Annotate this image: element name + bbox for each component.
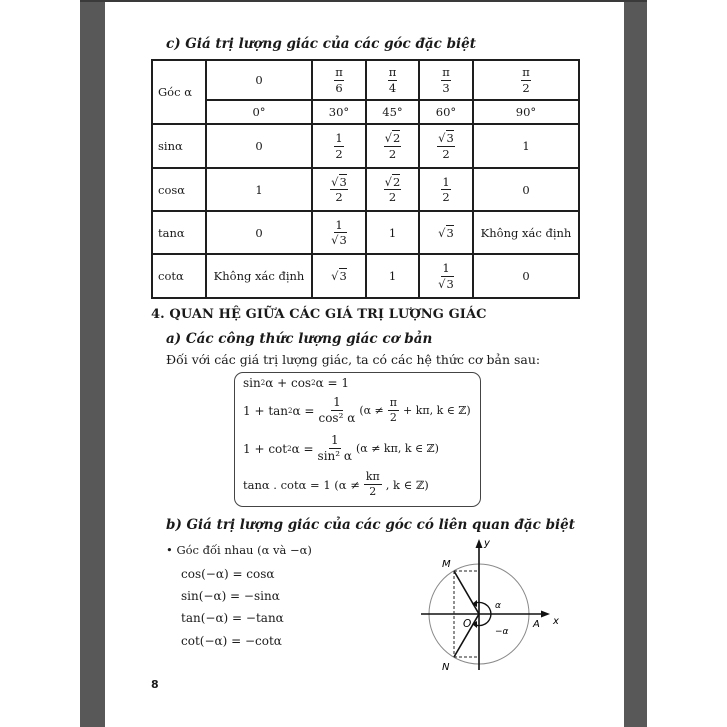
fraction [384,176,402,203]
label-M: M [442,559,451,570]
denominator: 2 [369,485,377,499]
denominator: 2 [522,80,530,95]
denominator: 2 [388,190,397,204]
fraction [441,176,450,203]
formula-text: tanα . cotα = 1 (α ≠ [243,477,360,492]
fraction [384,132,402,159]
numerator: 1 [335,131,343,146]
cell-value: Không xác định [480,225,572,240]
formula-tan-identity [243,396,471,425]
numerator [437,132,455,146]
cell-value: 0 [255,73,263,87]
denominator: 6 [335,80,343,95]
numerator: π [522,65,530,80]
sqrt: √3 [438,131,454,146]
fraction [388,397,399,424]
radicand: 3 [446,276,454,291]
radicand: 3 [446,131,454,146]
subsection-b-title: b) Giá trị lượng giác của các góc có liên quan đặc biệt [166,517,575,533]
cell [366,60,419,100]
exponent: 2 [287,444,292,453]
denominator: 2 [442,190,450,204]
sqrt: √3 [438,276,454,291]
cell [206,60,312,100]
formula-text: sin [243,376,261,390]
formula-cot-identity [243,434,439,463]
cell [312,254,366,298]
cell [312,124,366,168]
intro-text: Đối với các giá trị lượng giác, ta có các hệ thức cơ bản sau: [166,352,541,367]
cell [312,168,366,211]
degree-cell: 0° [206,100,312,124]
fraction [330,176,348,203]
denominator [438,277,454,290]
exponent: 2 [311,379,316,387]
numerator: 1 [329,434,341,449]
bullet-opposite-angles: • Góc đối nhau (α và −α) [166,543,312,557]
cell-value: 1 [255,182,263,197]
cell [206,211,312,254]
special-angles-table [151,59,580,299]
sqrt: √3 [331,174,347,189]
unit-circle-diagram [400,536,610,681]
cell [366,124,419,168]
fraction [438,262,454,289]
fraction [521,66,531,93]
denominator: 2 [442,146,450,161]
denominator [331,233,347,246]
cell [473,168,579,211]
denominator: 2 [389,411,397,425]
segment-OM [454,571,479,614]
numerator: kπ [364,471,382,485]
cell [473,211,579,254]
label-A: A [533,619,540,630]
cell [419,60,473,100]
table-row-sin [152,124,579,168]
label-alpha: α [495,601,501,611]
denominator: 2 [388,146,397,161]
radicand: 3 [339,174,347,189]
cell-value: 1 [522,139,530,153]
sqrt: √3 [331,269,347,283]
cell [473,124,579,168]
cell-value: 0 [522,269,530,283]
viewer-margin-left [80,0,105,727]
x-axis-arrow-icon [541,611,550,618]
condition-text: + kπ, k ∈ ℤ) [403,404,471,418]
radicand: 3 [339,233,347,247]
numerator: π [335,65,343,80]
radicand: 3 [446,225,454,240]
identity-tan: tan(−α) = −tanα [181,611,284,625]
row-label: cosα [152,168,206,211]
denominator: sin² α [317,449,352,464]
identity-cos: cos(−α) = cosα [181,567,275,581]
radians-row [152,60,579,100]
cell [312,60,366,100]
exponent: 2 [288,406,293,415]
degree-cell: 30° [312,100,366,124]
denominator: 3 [442,80,450,95]
cell [206,168,312,211]
label-x: x [553,616,559,627]
formula-text: 1 + tan [243,403,289,418]
row-label: cotα [152,254,206,298]
fraction [437,132,455,159]
cell [206,124,312,168]
cell-value: 0 [255,225,263,240]
formula-text: α = [291,441,314,456]
numerator: 1 [442,261,450,276]
section-4-title: 4. QUAN HỆ GIỮA CÁC GIÁ TRỊ LƯỢNG GIÁC [151,307,487,322]
numerator: π [442,65,450,80]
table-row-cot [152,254,579,298]
numerator: 1 [442,174,450,189]
section-c-title: c) Giá trị lượng giác của các góc đặc biệt [166,36,476,52]
formula-text: α = [292,403,315,418]
y-axis-arrow-icon [476,539,483,548]
fraction [364,471,382,498]
formula-text: 1 + cot [243,441,288,456]
table-row-tan [152,211,579,254]
fraction [334,66,344,93]
sqrt: √2 [384,174,401,189]
label-O: O [463,618,472,630]
numerator [330,176,348,190]
formula-text: α + cos [265,376,312,390]
fraction [318,434,352,463]
numerator: 1 [335,217,343,232]
degree-cell: 45° [366,100,419,124]
cell [366,168,419,211]
cell [206,254,312,298]
degree-cell: 60° [419,100,473,124]
cell-value: 1 [388,225,397,240]
row-label: tanα [152,211,206,254]
angle-header: Góc α [152,60,206,124]
degrees-row [152,100,579,124]
label-neg-alpha: −α [495,627,509,637]
row-label: sinα [152,124,206,168]
cell [419,124,473,168]
numerator [384,176,402,190]
cell-value: 0 [522,182,530,197]
table-row-cos [152,168,579,211]
page-number: 8 [151,678,159,691]
denominator: cos² α [318,411,356,426]
condition-text: , k ∈ ℤ) [385,477,429,492]
fraction [441,66,451,93]
condition-text: (α ≠ kπ, k ∈ ℤ) [356,442,439,456]
exponent: 2 [260,379,266,387]
cell [366,254,419,298]
degree-cell: 90° [473,100,579,124]
radicand: 2 [393,131,401,146]
numerator: π [388,65,397,80]
sqrt: √3 [331,233,347,247]
cell [473,254,579,298]
viewer-margin-right [624,0,647,727]
sqrt: √3 [438,225,454,240]
cell-value: Không xác định [213,269,305,283]
cell [473,60,579,100]
fraction [388,66,398,93]
condition-text: (α ≠ [359,404,384,418]
fraction [318,396,355,425]
radicand: 3 [339,269,347,283]
cell [419,254,473,298]
sqrt: √2 [384,131,401,146]
cell [312,211,366,254]
formula-tan-cot-product [243,471,429,498]
identity-cot: cot(−α) = −cotα [181,634,282,648]
denominator: 2 [335,190,343,204]
fraction [334,132,343,159]
cell-value: 0 [255,139,263,153]
cell [419,168,473,211]
formula-text: α = 1 [315,376,349,390]
subsection-a-title: a) Các công thức lượng giác cơ bản [166,331,433,347]
denominator: 4 [388,80,397,95]
fraction [331,219,347,246]
cell-value: 1 [388,269,397,283]
denominator: 2 [335,146,343,161]
label-N: N [442,662,450,673]
cell [366,211,419,254]
formula-box [234,372,481,507]
numerator: 1 [331,396,343,411]
label-y: y [484,538,490,549]
identity-sin: sin(−α) = −sinα [181,589,280,603]
numerator: π [388,397,399,411]
cell [419,211,473,254]
radicand: 2 [393,174,401,189]
numerator [384,132,402,146]
formula-pythagorean [243,376,349,390]
